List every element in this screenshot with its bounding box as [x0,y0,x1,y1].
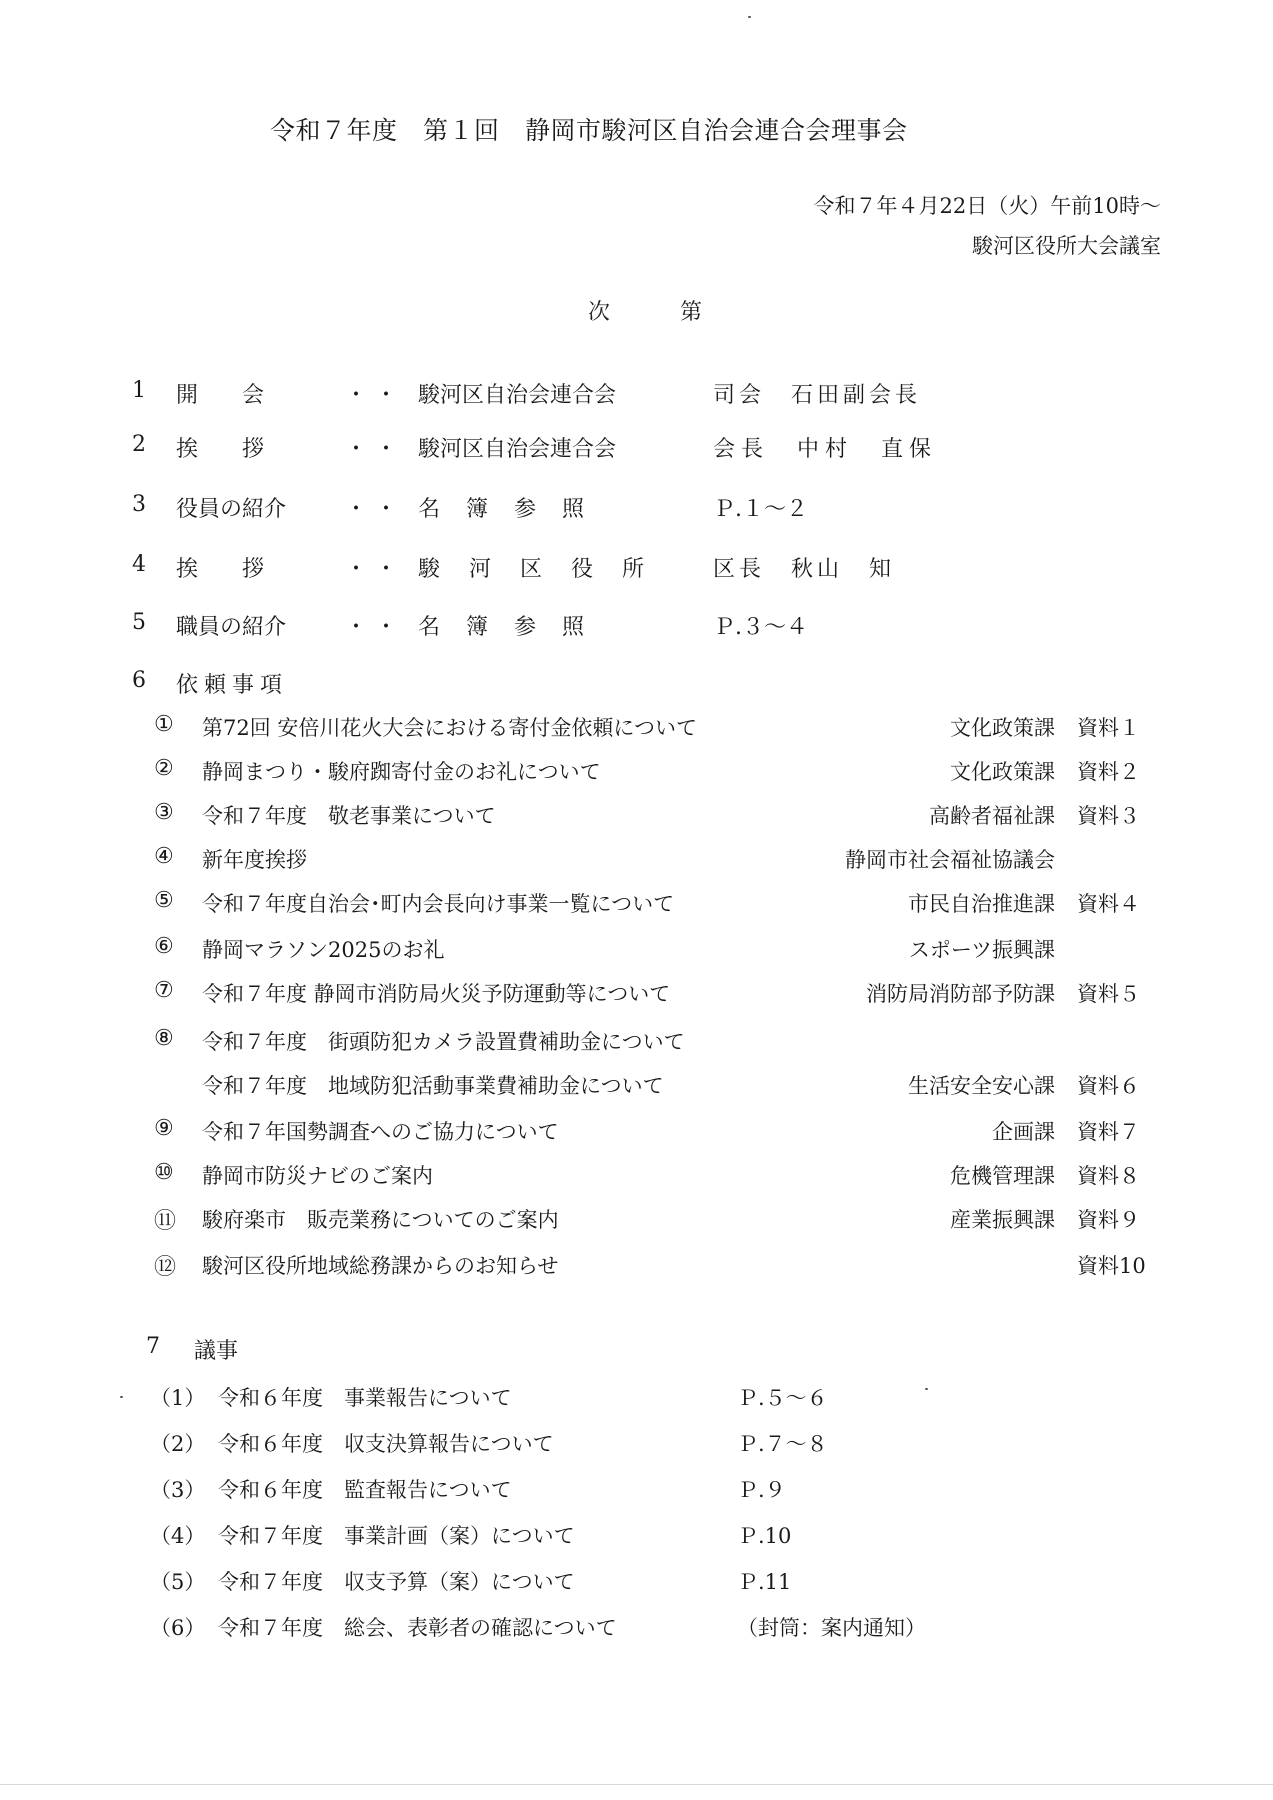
request-item [0,978,1273,1010]
request-item [0,934,1273,966]
item-number: （2） [150,1432,206,1456]
item-department: 文化政策課 [950,760,1055,784]
scan-edge-line [0,1784,1273,1785]
section-presenter: 駿河区自治会連合会 [418,437,617,462]
item-marker: ① [154,712,174,737]
section-presenter: 名簿参照 [418,615,611,640]
section-number: 1 [132,378,146,403]
item-text: 令和７年国勢調査へのご協力について [202,1120,559,1144]
item-department: 生活安全安心課 [908,1074,1055,1098]
item-marker: ⑤ [154,888,174,913]
proceedings-item [0,1382,1273,1414]
item-marker: ② [154,756,174,781]
section-label: 挨 拶 [176,557,265,582]
section-label: 開 会 [176,383,265,408]
section-presenter: 駿河区自治会連合会 [418,383,617,408]
item-page: Ｐ.７～８ [737,1432,828,1456]
section-label: 挨 拶 [176,437,265,462]
item-reference: 資料７ [1077,1120,1140,1144]
item-marker: ⑦ [154,978,174,1003]
item-number: （6） [150,1616,206,1640]
item-text: 令和７年度 街頭防犯カメラ設置費補助金について [202,1030,685,1054]
agenda-section [0,552,1273,582]
item-reference: 資料３ [1077,804,1140,828]
item-text: 令和７年度 地域防犯活動事業費補助金について [202,1074,664,1098]
item-department: 市民自治推進課 [908,892,1055,916]
item-marker: ⑩ [154,1160,174,1185]
section-number: 5 [132,610,146,635]
item-page: Ｐ.９ [737,1478,786,1502]
request-item [0,712,1273,744]
agenda-section [0,432,1273,462]
item-number: （1） [150,1386,206,1410]
item-department: 高齢者福祉課 [929,804,1055,828]
section-number: 3 [132,492,146,517]
document-title: 令和７年度 第１回 静岡市駿河区自治会連合会理事会 [270,116,908,145]
item-marker: ⑪ [154,1209,177,1234]
item-text: 第72回 安倍川花火大会における寄付金依頼について [202,716,697,740]
requests-heading [0,668,1273,698]
proceedings-heading [0,1334,1273,1364]
item-reference: 資料５ [1077,982,1140,1006]
item-text: 令和７年度自治会･町内会長向け事業一覧について [202,892,675,916]
section-separator: ・・ [345,615,406,640]
meeting-datetime: 令和７年４月22日（火）午前10時～ [813,194,1161,218]
section-note: 会長 中村 直保 [713,437,938,462]
meeting-venue: 駿河区役所大会議室 [972,234,1161,258]
section-presenter: 駿河区役所 [418,557,674,582]
section-separator: ・・ [345,497,406,522]
item-department: 危機管理課 [950,1164,1055,1188]
request-item [0,800,1273,832]
item-reference: 資料10 [1077,1254,1146,1278]
item-marker: ③ [154,800,174,825]
item-text: 令和６年度 収支決算報告について [218,1432,554,1456]
item-page: Ｐ.10 [737,1524,792,1548]
proceedings-item [0,1428,1273,1460]
section-label: 議事 [194,1339,239,1364]
scan-speck [748,16,751,18]
item-text: 新年度挨拶 [202,848,307,872]
section-separator: ・・ [345,557,406,582]
item-page: Ｐ.５～６ [737,1386,828,1410]
section-label: 役員の紹介 [176,497,287,522]
agenda-heading: 次 第 [588,300,727,325]
section-separator: ・・ [345,437,406,462]
item-reference: 資料９ [1077,1208,1140,1232]
section-number: 4 [132,552,146,577]
item-number: （5） [150,1570,206,1594]
request-item [0,1116,1273,1148]
item-reference: 資料６ [1077,1074,1140,1098]
agenda-section [0,492,1273,522]
item-reference: 資料８ [1077,1164,1140,1188]
scan-speck [120,1396,123,1398]
item-marker: ④ [154,844,174,869]
section-number: 7 [146,1334,160,1359]
request-item [0,1160,1273,1192]
section-number: 6 [132,668,146,693]
item-marker: ⑨ [154,1116,174,1141]
proceedings-item [0,1612,1273,1644]
item-text: 令和６年度 監査報告について [218,1478,512,1502]
section-label: 職員の紹介 [176,615,287,640]
item-text: 令和７年度 事業計画（案）について [218,1524,575,1548]
item-reference: 資料４ [1077,892,1140,916]
request-item [0,844,1273,876]
scan-speck [925,1388,928,1390]
item-department: 企画課 [992,1120,1055,1144]
item-department: 静岡市社会福祉協議会 [845,848,1055,872]
section-number: 2 [132,432,146,457]
item-page: （封筒：案内通知） [737,1616,926,1640]
item-marker: ⑥ [154,934,174,959]
item-department: スポーツ振興課 [908,938,1055,962]
request-item [0,1026,1273,1058]
item-marker: ⑫ [154,1255,177,1280]
proceedings-item [0,1566,1273,1598]
item-text: 令和７年度 収支予算（案）について [218,1570,575,1594]
item-text: 令和７年度 総会、表彰者の確認について [218,1616,617,1640]
section-note: Ｐ.３～４ [713,615,808,640]
agenda-section [0,378,1273,408]
section-label: 依頼事項 [176,673,289,698]
item-number: （3） [150,1478,206,1502]
request-item [0,888,1273,920]
section-note: Ｐ.１～２ [713,497,808,522]
proceedings-item [0,1474,1273,1506]
item-text: 駿府楽市 販売業務についてのご案内 [202,1208,559,1232]
item-text: 令和６年度 事業報告について [218,1386,512,1410]
section-note: 区長 秋山 知 [713,557,896,582]
item-text: 令和７年度 敬老事業について [202,804,496,828]
item-text: 静岡まつり・駿府踟寄付金のお礼について [202,760,601,784]
request-item-continuation [0,1070,1273,1102]
item-reference: 資料１ [1077,716,1140,740]
item-department: 文化政策課 [950,716,1055,740]
item-text: 静岡マラソン2025のお礼 [202,938,445,962]
request-item [0,1204,1273,1236]
item-page: Ｐ.11 [737,1570,792,1594]
request-item [0,756,1273,788]
item-text: 静岡市防災ナビのご案内 [202,1164,433,1188]
section-separator: ・・ [345,383,406,408]
section-note: 司会 石田副会長 [713,383,922,408]
item-number: （4） [150,1524,206,1548]
item-text: 令和７年度 静岡市消防局火災予防運動等について [202,982,671,1006]
item-department: 産業振興課 [950,1208,1055,1232]
item-reference: 資料２ [1077,760,1140,784]
item-text: 駿河区役所地域総務課からのお知らせ [202,1254,559,1278]
request-item [0,1250,1273,1282]
section-presenter: 名簿参照 [418,497,611,522]
proceedings-item [0,1520,1273,1552]
item-marker: ⑧ [154,1026,174,1051]
item-department: 消防局消防部予防課 [866,982,1055,1006]
agenda-section [0,610,1273,640]
